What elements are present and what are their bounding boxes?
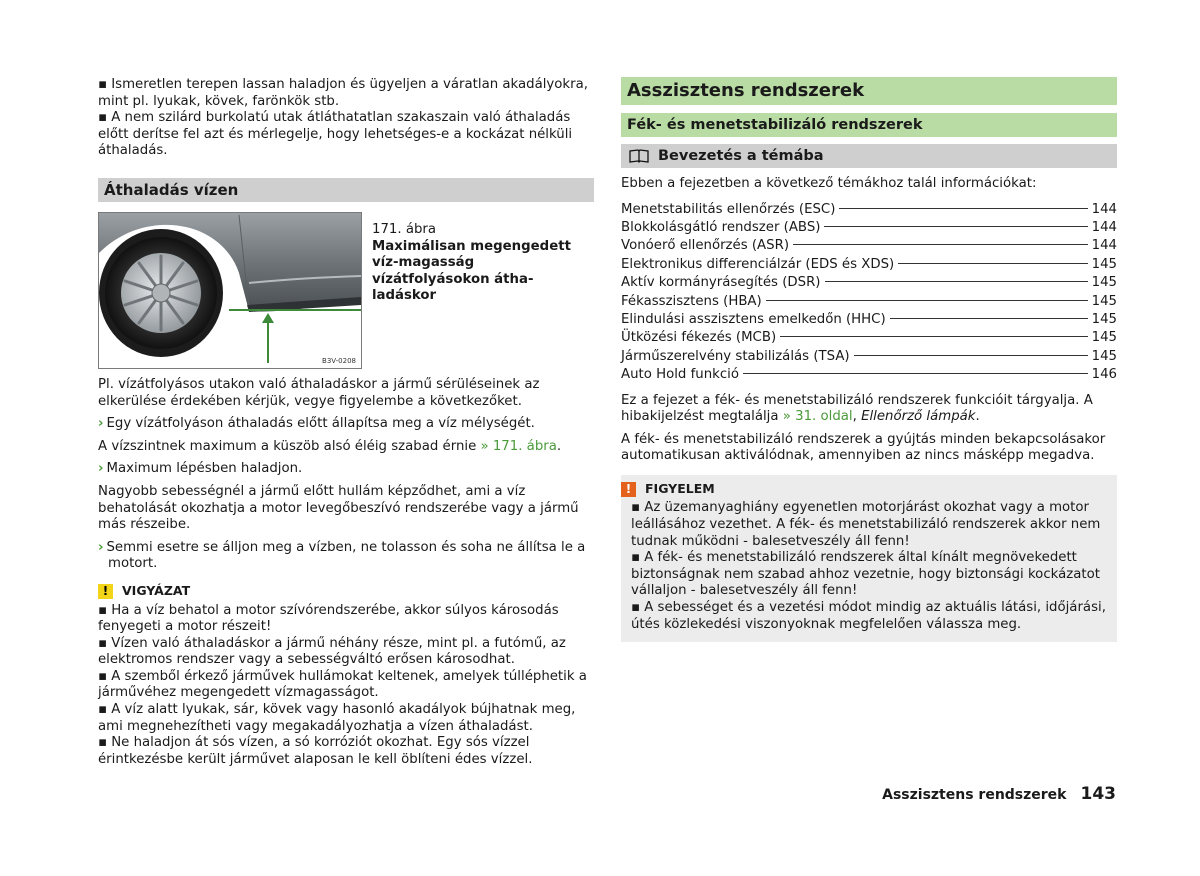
right-column — [621, 77, 1117, 642]
caution-item: ▪ Ha a víz behatol a motor szívórendszerébe, akkor súlyos károsodás fenyegeti a motor részeit! — [98, 602, 559, 635]
topic-page: 144 — [1091, 219, 1117, 235]
step-item — [98, 416, 594, 433]
topic-page: 144 — [1091, 238, 1117, 254]
topic-label: Ütközési fékezés (MCB) — [621, 330, 777, 346]
topic-row[interactable] — [621, 329, 1117, 347]
topic-label: Menetstabilitás ellenőrzés (ESC) — [621, 201, 836, 217]
chevron-right-icon: › — [98, 461, 104, 477]
topic-row[interactable] — [621, 201, 1117, 219]
caution-header — [98, 583, 594, 600]
leader-line — [743, 373, 1088, 374]
topic-label: Elindulási asszisztens emelkedőn (HHC) — [621, 311, 886, 327]
exclamation-icon: ! — [98, 584, 113, 599]
topic-row[interactable] — [621, 256, 1117, 274]
page-link[interactable]: » 31. oldal — [782, 409, 853, 425]
warning-item: ▪ A sebességet és a vezetési módot mindig az aktuális látási, időjárási, útés közlekedési viszonyoknak megfelelően válassza meg. — [631, 600, 1106, 632]
topic-label: Aktív kormányrásegítés (DSR) — [621, 275, 821, 291]
topic-row[interactable] — [621, 237, 1117, 255]
topic-row[interactable] — [621, 219, 1117, 237]
leader-line — [766, 300, 1088, 301]
leader-line — [854, 355, 1088, 356]
leader-line — [898, 263, 1087, 264]
paragraph-text: A vízszintnek maximum a küszöb alsó éléig szabad érnie — [98, 438, 481, 454]
topic-label: Vonóerő ellenőrzés (ASR) — [621, 238, 790, 254]
leader-line — [780, 336, 1087, 337]
topic-label: Elektronikus differenciálzár (EDS és XDS) — [621, 256, 895, 272]
warning-item: ▪ Az üzemanyaghiány egyenetlen motorjárást okozhat vagy a motor leállásához vezethet. A fék- és menetstabilizáló rendszerek akkor nem tudnak működni - balesetveszély áll fenn! — [631, 500, 1101, 549]
leader-line — [839, 208, 1087, 209]
intro-title: Bevezetés a témába — [658, 148, 824, 164]
paragraph — [621, 393, 1117, 426]
left-column — [98, 77, 594, 768]
topic-row[interactable] — [621, 366, 1117, 384]
topic-row[interactable] — [621, 274, 1117, 292]
step-text: Semmi esetre se álljon meg a vízben, ne tolasson és soha ne állítsa le a motort. — [106, 539, 586, 572]
intro-item: ▪ A nem szilárd burkolatú utak átláthatatlan szakaszain való áthaladás előtt derítse fel azt és mérlegelje, hogy lehetséges-e a kockázat nélküli áthaladás. — [98, 110, 573, 159]
warning-title: FIGYELEM — [645, 480, 715, 496]
topic-label: Járműszerelvény stabilizálás (TSA) — [621, 348, 850, 364]
section-title-water-crossing: Áthaladás vízen — [98, 178, 594, 202]
image-code: B3V-0208 — [322, 356, 356, 365]
topic-page: 145 — [1091, 348, 1117, 364]
topic-list — [621, 201, 1117, 385]
caution-item: ▪ A víz alatt lyukak, sár, kövek vagy hasonló akadályok bújhatnak meg, ami megnehezítheti vagy megakadályozhatja a vízen áthaladást. — [98, 702, 576, 734]
chapter-title: Asszisztens rendszerek — [621, 77, 1117, 105]
book-icon — [629, 149, 649, 163]
leader-line — [890, 318, 1088, 319]
intro-item: ▪ Ismeretlen terepen lassan haladjon és ügyeljen a váratlan akadályokra, mint pl. lyukak, kövek, farönkök stb. — [98, 77, 588, 109]
caution-item: ▪ Vízen való áthaladáskor a jármű néhány része, mint pl. a futómű, az elektromos rendszer vagy a sebességváltó erősen károsodhat. — [98, 635, 566, 668]
footer-section: Asszisztens rendszerek — [882, 787, 1067, 803]
warning-body — [621, 500, 1107, 633]
topic-page: 145 — [1091, 293, 1117, 309]
figure-caption-text: Maximálisan megengedett víz-magasság vízátfolyásokon átha-ladáskor — [372, 238, 571, 304]
paragraph-end: . — [975, 409, 980, 425]
topic-page: 145 — [1091, 311, 1117, 327]
leader-line — [824, 226, 1087, 227]
figure-number: 171. ábra — [372, 221, 437, 237]
caution-item: ▪ Ne haladjon át sós vízen, a só korróziót okozhat. Egy sós vízzel érintkezésbe került járművet alaposan le kell öblíteni édes vízzel. — [98, 735, 533, 767]
topic-row[interactable] — [621, 293, 1117, 311]
page-footer — [882, 786, 1116, 804]
topic-page: 145 — [1091, 275, 1117, 291]
topic-row[interactable] — [621, 348, 1117, 366]
figure-link[interactable]: » 171. ábra — [480, 438, 557, 454]
leader-line — [825, 281, 1088, 282]
chevron-right-icon: › — [98, 539, 104, 555]
topic-page: 145 — [1091, 330, 1117, 346]
separator: , — [852, 409, 862, 425]
figure-caption — [372, 212, 582, 369]
topic-page: 146 — [1091, 367, 1117, 383]
paragraph-text: Ez a fejezet a fék- és menetstabilizáló rendszerek funkcióit tárgyalja. A hibakijelzést megtalálja — [621, 392, 1093, 425]
paragraph-end: . — [556, 438, 562, 454]
chevron-right-icon: › — [98, 416, 104, 432]
exclamation-icon: ! — [621, 482, 636, 497]
intro-header — [621, 144, 1117, 168]
paragraph: A fék- és menetstabilizáló rendszerek a gyújtás minden bekapcsolásakor automatikusan aktiválódnak, amennyiben az nincs másképp megadva. — [621, 431, 1106, 464]
step-item — [98, 540, 594, 573]
intro-text: Ebben a fejezetben a következő témákhoz talál információkat: — [621, 176, 1037, 191]
topic-label: Blokkolásgátló rendszer (ABS) — [621, 219, 821, 235]
page-number: 143 — [1080, 784, 1116, 804]
warning-header — [621, 481, 1107, 498]
warning-box — [621, 475, 1117, 642]
step-text: Maximum lépésben haladjon. — [106, 461, 303, 477]
step-item — [98, 461, 594, 478]
figure-171 — [98, 212, 594, 369]
caution-title: VIGYÁZAT — [122, 582, 191, 598]
leader-line — [793, 244, 1088, 245]
topic-label: Auto Hold funkció — [621, 367, 739, 383]
paragraph: Pl. vízátfolyásos utakon való áthaladáskor a jármű sérüléseinek az elkerülése érdekében kérjük, vegye figyelembe a következőket. — [98, 376, 540, 409]
topic-page: 144 — [1091, 201, 1117, 217]
car-wheel-illustration — [98, 212, 362, 369]
topic-label: Fékasszisztens (HBA) — [621, 293, 762, 309]
caution-item: ▪ A szemből érkező járművek hullámokat keltenek, amelyek túlléphetik a járművéhez megengedett vízmagasságot. — [98, 668, 587, 701]
topic-page: 145 — [1091, 256, 1117, 272]
paragraph: Nagyobb sebességnél a jármű előtt hullám képződhet, ami a víz behatolását okozhatja a motor levegőbeszívó rendszerébe vagy a jármű más részeibe. — [98, 483, 579, 533]
subchapter-title: Fék- és menetstabilizáló rendszerek — [621, 113, 1117, 137]
car-wheel-drawing — [99, 213, 361, 368]
link-topic: Ellenőrző lámpák — [861, 409, 976, 425]
topic-row[interactable] — [621, 311, 1117, 329]
caution-body — [98, 603, 594, 769]
paragraph — [98, 439, 594, 456]
warning-item: ▪ A fék- és menetstabilizáló rendszerek által kínált megnövekedett biztonságnak nem szabad ahhoz vezetnie, hogy biztonsági kockázatot vállaljon - balesetveszély áll fenn! — [631, 550, 1100, 599]
step-text: Egy vízátfolyáson áthaladás előtt állapítsa meg a víz mélységét. — [106, 416, 535, 432]
